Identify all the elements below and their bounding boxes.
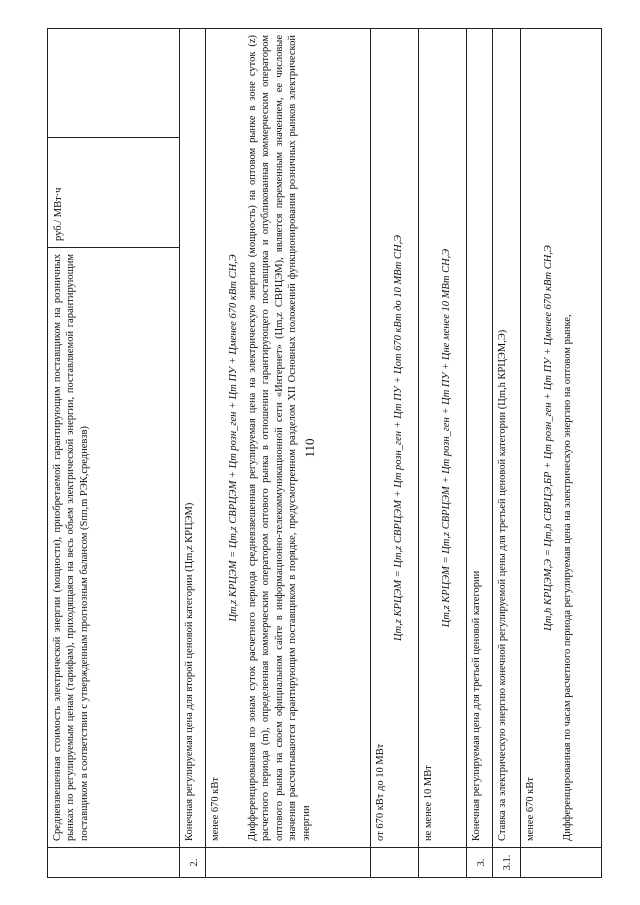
row-label: от 670 кВт до 10 МВт — [375, 743, 386, 841]
row-number — [521, 847, 601, 877]
row-number — [419, 847, 466, 877]
row-number: 3. — [467, 847, 492, 877]
table-row — [180, 29, 206, 877]
row-label: менее 670 кВт — [525, 777, 536, 841]
table-row — [371, 29, 419, 877]
row-text: Ставка за электрическую энергию конечной регулируемой цены для третьей ценовой категории (Цm,h КРЦЭМ,Э) — [497, 329, 508, 841]
row-unit-area — [48, 29, 179, 247]
row-number — [48, 847, 179, 877]
table-row — [521, 29, 601, 877]
row-content — [419, 29, 466, 847]
description-paragraph: Дифференцированная по часам расчетного периода регулируемая цена на электрическую энергию на оптовом рынке, — [561, 314, 573, 841]
row-label: менее 670 кВт — [210, 777, 221, 841]
row-label: не менее 10 МВт — [423, 765, 434, 841]
row-content — [521, 29, 601, 847]
table-row — [206, 29, 371, 877]
row-text: Конечная регулируемая цена для второй ценовой категории (Цm,z КРЦЭМ) — [184, 502, 195, 841]
row-number — [206, 847, 370, 877]
table-row — [48, 29, 180, 877]
table-row — [493, 29, 521, 877]
description-paragraph: Дифференцированная по зонам суток расчетного периода средневзвешенная регулируемая цена на электрическую энергию (мощность) на оптовом рынке в зоне суток (z) расчетного периода (m), определенная коммерческим оператором оптового рынка в отношении гарантирующего поставщика и опубликованная коммерческим оператором оптового рынка на своем официальном сайте в информационно-телекоммуникационной сети «Интернет» (Цm,z СВРЦЭМ), является переменным значением, ее числовые значения рассчитываются гарантирующим поставщиком в порядке, предусмотренном разделом XII Основных положений функционирования розничных рынков электрической энергии — [246, 35, 312, 841]
unit-cell: руб./ МВт·ч — [48, 137, 179, 247]
formula: Цm,z КРЦЭМ = Цm,z СВРЦЭМ + Цm розн_ген + Цm ПУ + Цменее 670 кВт СН,Э — [228, 254, 240, 622]
row-content — [371, 29, 418, 847]
row-text: Средневзвешенная стоимость электрической энергии (мощности), приобретаемой гарантирующим поставщиком на розничных рынках по регулируемым ценам (тарифам), приходящаяся на весь объем электрической энергии, поставляемой гарантирующим поставщиком в соответствии с утвержденным прогнозным балансом (Sпп,m РЭК,средневзв) — [48, 247, 179, 847]
formula: Цm,z КРЦЭМ = Цm,z СВРЦЭМ + Цm розн_ген + Цm ПУ + Цне менее 10 МВт СН,Э — [441, 248, 453, 628]
row-number — [371, 847, 418, 877]
table-row — [419, 29, 467, 877]
row-content — [206, 29, 370, 847]
row-number: 2. — [180, 847, 205, 877]
row-number: 3.1. — [493, 847, 520, 877]
formula: Цm,h КРЦЭМ,Э = Цm,h СВРЦЭ,БР + Цm розн_ген + Цm ПУ + Цменее 670 кВт СН,Э — [543, 245, 555, 631]
value-cell — [48, 29, 179, 137]
page-number: 110 — [302, 438, 317, 458]
tariff-table — [47, 28, 602, 878]
table-row — [467, 29, 493, 877]
formula: Цm,z КРЦЭМ = Цm,z СВРЦЭМ + Цm розн_ген + Цm ПУ + Цот 670 кВт до 10 МВт СН,Э — [393, 234, 405, 642]
row-text: Конечная регулируемая цена для третьей ценовой категории — [471, 570, 482, 841]
